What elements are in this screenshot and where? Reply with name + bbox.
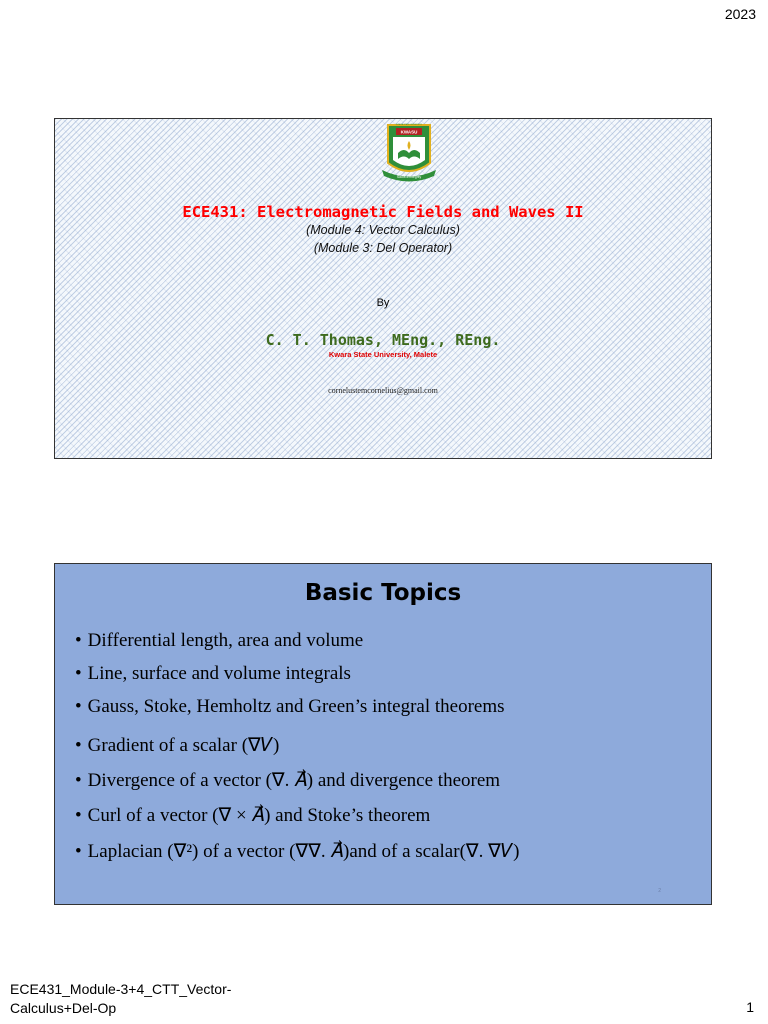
university-logo	[374, 123, 444, 185]
list-item: • Differential length, area and volume	[75, 630, 363, 652]
list-item: • Line, surface and volume integrals	[75, 663, 351, 685]
logo-motto-text: Sacra & integrity	[396, 175, 422, 179]
slide-title: ECE431: Electromagnetic Fields and Waves II	[182, 203, 584, 221]
topics-slide	[54, 563, 712, 905]
year-label: 2023	[724, 6, 756, 22]
module-4-subtitle: (Module 4: Vector Calculus)	[306, 223, 460, 237]
by-label: By	[376, 297, 390, 309]
author-email: cornelustemcornelius@gmail.com	[328, 386, 438, 395]
title-slide	[54, 118, 712, 459]
footer-filename: ECE431_Module-3+4_CTT_Vector-Calculus+Del-Op	[10, 981, 232, 1016]
list-item: • Gauss, Stoke, Hemholtz and Green’s integral theorems	[75, 696, 505, 718]
list-item: • Divergence of a vector (∇. 𝐴⃗) and divergence theorem	[75, 769, 500, 792]
logo-top-text: KWARA STATE UNIVERSITY	[395, 123, 423, 126]
logo-name-text: KWASU	[400, 129, 418, 135]
topics-title: Basic Topics	[304, 580, 462, 606]
list-item: • Laplacian (∇²) of a vector (∇∇. 𝐴⃗)and of a scalar(∇. ∇𝑉)	[75, 840, 519, 863]
slide-page-number: 2	[658, 888, 661, 894]
list-item: • Gradient of a scalar (∇𝑉)	[75, 734, 279, 757]
list-item: • Curl of a vector (∇ × 𝐴⃗) and Stoke’s theorem	[75, 804, 430, 827]
author-name: C. T. Thomas, MEng., REng.	[265, 331, 501, 349]
footer-page-number: 1	[746, 999, 754, 1015]
module-3-subtitle: (Module 3: Del Operator)	[313, 241, 453, 255]
institution-name: Kwara State University, Malete	[328, 350, 438, 359]
